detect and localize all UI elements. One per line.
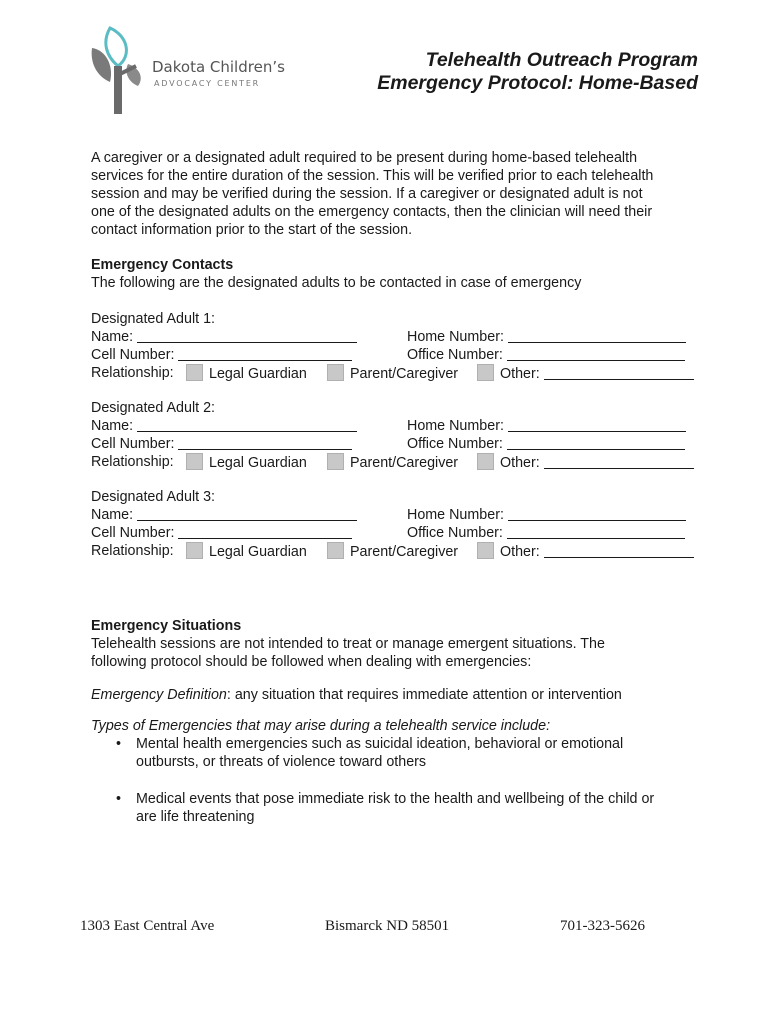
parent-caregiver-checkbox[interactable] [327, 364, 344, 381]
intro-line: contact information prior to the start of the session. [91, 222, 413, 238]
parent-caregiver-option[interactable] [327, 542, 458, 561]
office-number-label: Office Number: [407, 525, 503, 541]
situations-heading: Emergency Situations [91, 618, 242, 634]
home-number-label: Home Number: [407, 507, 504, 523]
emergency-definition [91, 686, 622, 704]
parent-caregiver-label: Parent/Caregiver [350, 455, 459, 471]
situations-text: Telehealth sessions are not intended to treat or manage emergent situations. The [91, 636, 605, 652]
name-field[interactable] [91, 417, 357, 435]
name-field[interactable] [91, 328, 357, 346]
adult-title: Designated Adult 3: [91, 489, 215, 505]
home-number-label: Home Number: [407, 329, 504, 345]
list-item: Medical events that pose immediate risk to the health and wellbeing of the child or [136, 791, 655, 807]
office-number-field[interactable] [407, 346, 685, 364]
legal-guardian-checkbox[interactable] [186, 364, 203, 381]
cell-number-label: Cell Number: [91, 525, 175, 541]
relationship-row [91, 364, 174, 382]
legal-guardian-label: Legal Guardian [209, 366, 307, 382]
name-label: Name: [91, 329, 134, 345]
cell-number-field[interactable] [91, 346, 352, 364]
footer-phone: 701-323-5626 [560, 918, 645, 934]
cell-number-field[interactable] [91, 524, 352, 542]
adult-title: Designated Adult 1: [91, 311, 215, 327]
situations-text: following protocol should be followed when dealing with emergencies: [91, 654, 532, 670]
legal-guardian-checkbox[interactable] [186, 453, 203, 470]
legal-guardian-checkbox[interactable] [186, 542, 203, 559]
home-number-field[interactable] [407, 417, 686, 435]
other-checkbox[interactable] [477, 364, 494, 381]
other-label: Other: [500, 366, 540, 382]
bullet-marker: • [116, 736, 122, 752]
intro-line: one of the designated adults on the emergency contacts, then the clinician will need their [91, 204, 653, 220]
legal-guardian-option[interactable] [186, 542, 307, 561]
footer-address: 1303 East Central Ave [80, 918, 215, 934]
cell-number-label: Cell Number: [91, 347, 175, 363]
footer-city: Bismarck ND 58501 [325, 918, 450, 934]
page-subtitle: Emergency Protocol: Home-Based [377, 72, 698, 94]
definition-text: : any situation that requires immediate attention or intervention [226, 687, 622, 703]
logo-name: Dakota Children’s [152, 58, 285, 76]
page-title: Telehealth Outreach Program [425, 49, 698, 71]
designated-adult-block [0, 399, 770, 479]
other-checkbox[interactable] [477, 542, 494, 559]
types-heading: Types of Emergencies that may arise during a telehealth service include: [91, 718, 551, 734]
office-number-label: Office Number: [407, 347, 503, 363]
parent-caregiver-option[interactable] [327, 453, 458, 472]
legal-guardian-option[interactable] [186, 364, 307, 383]
tree-logo-icon [88, 26, 148, 116]
office-number-label: Office Number: [407, 436, 503, 452]
list-item: Mental health emergencies such as suicidal ideation, behavioral or emotional [136, 736, 624, 752]
logo [88, 26, 288, 116]
office-number-field[interactable] [407, 435, 685, 453]
relationship-row [91, 542, 174, 560]
adult-title: Designated Adult 2: [91, 400, 215, 416]
relationship-label: Relationship: [91, 365, 174, 381]
legal-guardian-option[interactable] [186, 453, 307, 472]
parent-caregiver-label: Parent/Caregiver [350, 366, 459, 382]
contacts-heading: Emergency Contacts [91, 257, 234, 273]
logo-subtitle: ADVOCACY CENTER [154, 79, 261, 88]
other-option[interactable] [477, 364, 694, 383]
list-item: outbursts, or threats of violence toward others [136, 754, 427, 770]
contacts-description: The following are the designated adults to be contacted in case of emergency [91, 275, 582, 291]
parent-caregiver-label: Parent/Caregiver [350, 544, 459, 560]
parent-caregiver-checkbox[interactable] [327, 453, 344, 470]
intro-line: session and may be verified during the session. If a caregiver or designated adult is not [91, 186, 643, 202]
intro-line: A caregiver or a designated adult required to be present during home-based telehealth [91, 150, 638, 166]
office-number-field[interactable] [407, 524, 685, 542]
parent-caregiver-checkbox[interactable] [327, 542, 344, 559]
home-number-label: Home Number: [407, 418, 504, 434]
other-label: Other: [500, 544, 540, 560]
legal-guardian-label: Legal Guardian [209, 455, 307, 471]
other-option[interactable] [477, 453, 694, 472]
name-label: Name: [91, 507, 134, 523]
list-item: are life threatening [136, 809, 255, 825]
intro-line: services for the entire duration of the session. This will be verified prior to each telehealth [91, 168, 654, 184]
home-number-field[interactable] [407, 328, 686, 346]
name-field[interactable] [91, 506, 357, 524]
name-label: Name: [91, 418, 134, 434]
designated-adult-block [0, 310, 770, 390]
cell-number-field[interactable] [91, 435, 352, 453]
other-label: Other: [500, 455, 540, 471]
other-checkbox[interactable] [477, 453, 494, 470]
relationship-label: Relationship: [91, 454, 174, 470]
bullet-marker: • [116, 791, 122, 807]
legal-guardian-label: Legal Guardian [209, 544, 307, 560]
relationship-row [91, 453, 174, 471]
relationship-label: Relationship: [91, 543, 174, 559]
definition-term: Emergency Definition [91, 687, 227, 703]
designated-adult-block [0, 488, 770, 568]
home-number-field[interactable] [407, 506, 686, 524]
parent-caregiver-option[interactable] [327, 364, 458, 383]
other-option[interactable] [477, 542, 694, 561]
cell-number-label: Cell Number: [91, 436, 175, 452]
